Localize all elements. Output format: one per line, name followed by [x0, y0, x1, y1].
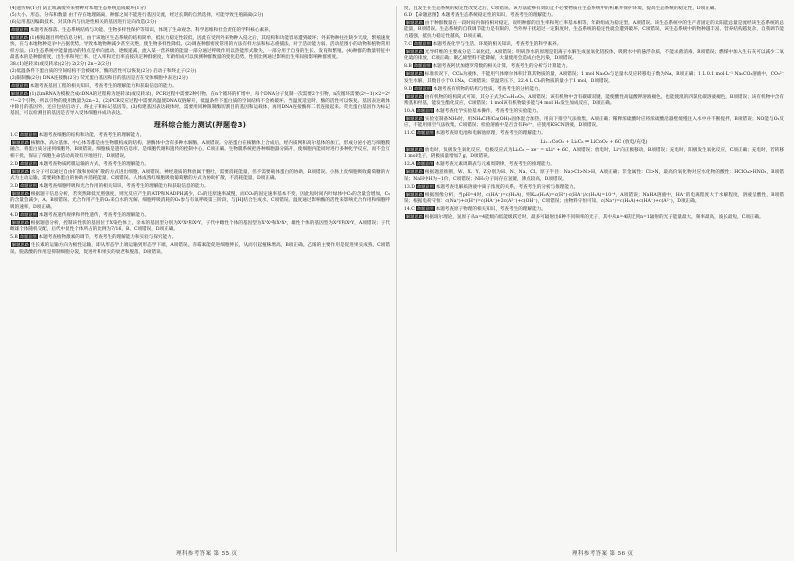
- item-number: 11.C: [404, 131, 415, 137]
- item-text: 本题考查原电池和电解池原理，考查考生的理解能力。: [435, 131, 546, 137]
- answer-item: [404, 108, 784, 115]
- paragraph: 38.(1)逆转录(或反转录)(2分) 2(2分) 2n−2(2分): [10, 62, 112, 68]
- page-divider: [396, 6, 397, 552]
- analysis-block: [10, 35, 390, 62]
- paragraph: (2)低温条件下蛋白质的空间结构不会被破坏，酶的活性可以恢复(2分) 启动子和终止子(2分): [10, 69, 197, 75]
- item-text: 本题考查原子物理的相关知识，考查考生的理解能力。: [435, 207, 546, 213]
- answer-text: 本题考查群落、生态系统结构与功能、生物多样性保护等知识，体现了生命观念、科学思维和社会责任的学科核心素养。: [29, 28, 274, 33]
- right-answer-items-after-formula: [404, 147, 784, 222]
- item-text: 根据题意分析，控制该性状的基因位于X染色体上，亲本的基因型分别为XᴬXᵃ和XᵃY，子代中雌性个体的基因型为XᴬXᵃ和XᵃXᵃ，雄性个体的基因型为XᴬY和XᵃY，A项错误；子代雌雄个体随机交配，后代中显性个体所占的比例为7/16，B、C项错误，D项正确。: [10, 220, 390, 233]
- analysis-text: (1)根据题目所给信息分析，由于该地区生态系统的结构简单，抵抗力稳定性较低，因此在受到外来物种入侵之后，其结构和功能容易遭到破坏；外来物种往往缺少天敌，繁殖速度快，在与本地物种竞争中占据优势，导致本地物种减少甚至灭绝，使生物多样性降低。(2)调查种群密度常用的方法有样方法和标志重捕法，对于活动能力弱、活动范围小的动物和植物常用样方法。(3)生态系统中能量流动的特点是单向流动、逐级递减，流入某一营养级的能量一部分通过呼吸作用以热能形式散失，一部分用于自身的生长、发育和繁殖。(4)种群的数量特征中最基本的是种群密度，出生率和死亡率、迁入率和迁出率直接决定种群密度，年龄组成可以预测种群数量的变化趋势，性别比例通过影响出生率间接影响种群密度。: [10, 36, 390, 61]
- item-text: 由于种群数量在一段时间内保持相对稳定，说明种群的出生率和死亡率基本相等，年龄组成为稳定型，A项错误。该生态系统中的生产者固定的太阳能总量是流经该生态系统的总能量，B项错误。生态系统的自我调节能力是有限的，当外界干扰超过一定限度时，生态系统的稳定性就会遭到破坏，C项错误。该生态系统中的物种越丰富，营养结构越复杂，自我调节能力越强，抵抗力稳定性越高，D项正确。: [404, 21, 784, 39]
- item-text: 本题考查植物激素的调节，考查考生的理解能力和实验与探究能力。: [38, 235, 177, 241]
- item-text: 根据题意推断，W、X、Y、Z分别为H、N、Na、Cl。原子半径：Na>Cl>N>H，A项正确；非金属性：Cl>N，最高价氧化物对应水化物的酸性：HClO₄>HNO₃，B项错误；NaH中H为−1价，C项错误；NH₃分子间存在氢键，沸点较高，D项错误。: [404, 170, 784, 182]
- item-tag: 解题思路: [12, 242, 29, 248]
- item-tag: 命题意图: [417, 183, 434, 189]
- answer-item: [404, 147, 784, 161]
- item-tag: 命题意图: [20, 160, 37, 166]
- item-text: 核糖体、高尔基体、中心体等都是由生物膜构成的结构，溶酶体中含有多种水解酶，A项错误。分泌蛋白在核糖体上合成后，经内质网和高尔基体的加工，形成分泌小泡与细胞膜融合，将蛋白质分泌到细胞外，B项错误。细胞核是遗传信息库，是细胞代谢和遗传的控制中心，C项正确。生物膜系统把各种细胞器分隔开，使细胞内能同时进行多种化学反应，而不会互相干扰，保证了细胞生命活动高效有序地进行，D项错误。: [10, 140, 390, 159]
- item-tag: 解题思路: [406, 20, 423, 25]
- item-tag: 解题思路: [406, 169, 423, 175]
- analysis-text: (1)以mRNA为模板合成cDNA的过程称为逆转录(或反转录)，PCR过程中需要2种引物，在n个循环的扩增中，每个DNA分子复制一次需要2个引物，n次循环需要(2ⁿ−1)×2=2ⁿ⁺¹−2个引物，所以引物的使用数量为2n−2。(2)PCR反应过程中需要高温使DNA双链解开，低温条件下蛋白质的空间结构不会被破坏，当温度适宜时，酶的活性可以恢复。基因表达载体中除目的基因外，还应包括启动子、终止子和标记基因等。(3)构建基因表达载体时，需要用同种限制酶切割目的基因和运载体，再用DNA连接酶将二者连接起来。荧光蛋白基因作为标记基因，可以检测目的基因是否导入受体细胞并成功表达。: [10, 92, 390, 117]
- item-number: 13.D: [404, 184, 415, 190]
- answer-item: [404, 169, 784, 183]
- item-number: 1.C: [10, 132, 18, 138]
- item-text: 本题考查阿伏加德罗常数的相关计算，考查考生的分析与计算能力。: [432, 64, 571, 70]
- item-text: 本题考查化学与生活、环境的相关知识，考查考生的科学素养。: [432, 41, 562, 47]
- item-number: 7.C: [404, 41, 412, 47]
- item-tag: 命题意图: [416, 161, 434, 167]
- item-text: 生长素的运输方向为极性运输，即从形态学上端运输到形态学下端，A项错误。赤霉素能促进细胞伸长，从而引起植株增高，B项正确。乙烯的主要作用是促进果实成熟，C项错误。脱落酸的作用是抑制细胞分裂，促进叶和果实的衰老和脱落，D项错误。: [10, 243, 390, 255]
- item-number: 14.C: [404, 207, 415, 213]
- answer-item: [404, 116, 784, 130]
- item-number: 12.A: [404, 162, 415, 168]
- item-text: 水分子可以通过自由扩散和协助扩散的方式进出细胞，A项错误。神经递质的释放属于胞吐，需要消耗能量，但不需要载体蛋白的协助，B项错误。小肠上皮细胞吸收葡萄糖的方式为主动运输，需要载体蛋白的协助并消耗能量，C项错误。人体成熟红细胞吸收葡萄糖的方式为协助扩散，不消耗能量，D项正确。: [10, 169, 390, 182]
- item-tag: 解题思路: [406, 146, 423, 152]
- answer-item: [404, 63, 784, 70]
- paragraph: (5)大小、形态、分布和数量 由于存在地理隔离，种群之间不能进行基因交流，经过长期的自然选择，可能导致生殖隔离(2分): [10, 13, 264, 18]
- answer-item: [10, 169, 390, 183]
- item-tag: 命题意图: [20, 211, 37, 217]
- analysis-tag: 解题思路: [11, 91, 28, 97]
- item-tag: 解题思路: [12, 168, 29, 174]
- item-text: 实验室制备NH₃时，用NH₄Cl和Ca(OH)₂固体混合加热，用向下排空气法收集，A项正确；稀释浓硫酸时应将浓硫酸沿器壁缓慢注入水中并不断搅拌，B项错误；NO能与O₂反应，不能用排空气法收集，C项错误；检验溶液中是否含有Fe³⁺，应使用KSCN溶液，D项错误。: [404, 117, 784, 129]
- item-number: 5.B: [10, 235, 18, 241]
- answer-item: [10, 161, 390, 168]
- answer-item: [404, 184, 784, 191]
- item-tag: 命题意图: [416, 130, 434, 136]
- answer-item: [10, 242, 390, 256]
- item-number: 8.B: [404, 64, 412, 70]
- answer-item: [404, 206, 784, 213]
- item-text: 根据图像分析，当pH=4时，c(HA⁻)=c(H₂A)，则Kₐ₁(H₂A)=c(H⁺)·c(HA⁻)/c(H₂A)=10⁻⁴，A项错误；NaHA溶液中，HA⁻的电离程度大于水解程度，溶液呈酸性，B项错误；根据电荷守恒：c(Na⁺)+c(H⁺)=c(HA⁻)+2c(A²⁻)+c(OH⁻)，C项错误；由物料守恒可知，c(Na⁺)=c(H₂A)+c(HA⁻)+c(A²⁻)，D项正确。: [404, 192, 784, 205]
- item-tag: 命题意图: [20, 183, 37, 189]
- item-text: 光导纤维的主要成分是二氧化硅，A项错误；明矾净水的原理是铝离子水解生成氢氧化铝胶体，吸附水中的悬浮杂质，不能杀菌消毒，B项错误；燃煤中加入生石灰可以减少二氧化硫的排放，C项正确；聚乙烯塑料不能降解，大量使用会造成白色污染，D项错误。: [404, 49, 784, 62]
- item-text: 本题考查化学实验基本操作，考查考生的实验能力。: [435, 109, 542, 115]
- answer-item: [10, 191, 390, 211]
- answer-item: [10, 183, 390, 190]
- answer-item: [10, 132, 390, 139]
- item-text: 根据题干信息分析，若突然降低光照强度，则光反应产生的ATP和NADPH减少，C₃的还原速率减慢，而CO₂的固定速率基本不变，因此短时间内叶绿体中C₃的含量会增加，C₅的含量会减少，A、B项错误。光合作用产生的O₂来自水的光解，细胞呼吸消耗的O₂参与有氧呼吸第三阶段，与[H]结合生成水，C项错误。温度通过影响酶的活性来影响光合作用和细胞呼吸的速率，D项正确。: [10, 192, 390, 210]
- right-answer-items: [404, 20, 784, 138]
- item-text: 根据玻尔理论，氢原子从n=4能级向低能级跃迁时，最多可辐射出6种不同频率的光子，其中从n=4跃迁到n=1辐射的光子能量最大，频率最高，波长最短，C项正确。: [424, 215, 764, 221]
- paragraph: (4)遗传病(1分) 防止或减缓外来物种对本地生态系统造成破坏(1分): [10, 6, 146, 11]
- item-tag: 命题意图: [413, 40, 431, 46]
- paragraph: 度，且发生在生态系统的稳定性改变之后，C项错误。该方法能够有效防止不必要物质在生态系统中的积累并保护环境，提高生态系统的稳定性，D项正确。: [404, 6, 719, 11]
- item-tag: 命题意图: [416, 206, 434, 212]
- q38-answer: [10, 62, 390, 82]
- item-tag: 解题思路: [406, 48, 423, 54]
- item-number: 3.D: [10, 184, 19, 190]
- item-tag: 解题思路: [12, 139, 29, 145]
- left-top-paragraphs: [10, 6, 390, 26]
- item-text: 本题考查元素周期表与元素周期律，考查考生的推理能力。: [435, 162, 555, 168]
- answer-item: [404, 161, 784, 168]
- item-tag: 解题思路: [12, 191, 29, 197]
- item-tag: 解题思路: [406, 71, 423, 77]
- answer-block: [10, 83, 390, 90]
- item-text: 本题考查细胞的结构和功能，考查考生的理解能力。: [38, 132, 145, 138]
- item-tag: 命题意图: [414, 85, 431, 91]
- item-text: 本题考查有机物的结构与性质，考查考生的分析能力。: [432, 86, 544, 92]
- answer-item: [10, 234, 390, 241]
- right-top-paragraphs: [404, 6, 784, 19]
- answer-item: [404, 214, 784, 221]
- right-page: [404, 6, 784, 546]
- answer-item: [10, 212, 390, 219]
- answer-item: [404, 20, 784, 40]
- answer-item: [404, 94, 784, 108]
- item-number: 2.D: [10, 161, 19, 167]
- item-number: 4.D: [10, 212, 19, 218]
- answer-item: [404, 86, 784, 93]
- left-answer-items: [10, 132, 390, 256]
- item-text: 由有机物的结构简式可知，其分子式为C₁₀H₁₂O₃，A项错误；该有机物中含有碳碳双键，能使酸性高锰酸钾溶液褪色，也能使溴的四氯化碳溶液褪色，B项错误；该有机物中含有羧基和羟基，能发生酯化反应，C项错误；1 mol该有机物最多能与4 mol H₂发生加成反应，D项正确。: [404, 94, 784, 107]
- answer-item: [404, 49, 784, 63]
- paragraph: 6.D 【命题意图】本题考查生态系统稳定性的知识，考查考生的理解能力。: [404, 13, 556, 18]
- paragraph: (6)运用基因编辑技术，对其体内与抗逆性相关的基因进行定向改造(2分): [10, 20, 157, 25]
- item-number: 9.D: [404, 86, 413, 92]
- item-number: 10.A: [404, 109, 415, 115]
- answer-item: [404, 192, 784, 206]
- item-tag: 解题思路: [406, 214, 423, 220]
- item-text: 本题考查电解质溶液中离子浓度的关系，考查考生的分析与推理能力。: [435, 184, 579, 190]
- item-tag: 解题思路: [406, 93, 423, 99]
- section-title: 理科综合能力测试(押题卷3): [153, 120, 247, 129]
- answer-tag: 命题意图: [11, 27, 28, 32]
- item-text: 标准状况下，CCl₄为液体，不能用气体摩尔体积计算其物质的量，A项错误；1 mol Na₂O₂与足量水反应转移电子数为Nᴀ，B项正确；1 L 0.1 mol·L⁻¹ Na₂CO₃溶液中，CO₃²⁻发生水解，其数目小于0.1Nᴀ，C项错误；常温常压下，22.4 L Cl₂的物质的量小于1 mol，D项错误。: [404, 72, 784, 84]
- item-tag: 解题思路: [12, 219, 29, 225]
- item-tag: 命题意图: [416, 108, 434, 114]
- item-tag: 命题意图: [413, 63, 431, 69]
- paragraph: (3)限制酶(2分) DNA连接酶(2分) 荧光蛋白基因和目的基因是否在受体细胞中表达(2分): [10, 76, 188, 82]
- answer-item: [10, 140, 390, 160]
- item-tag: 命题意图: [19, 131, 37, 137]
- left-page: [10, 6, 390, 546]
- item-text: 本题考查遗传规律和伴性遗传，考查考生的理解能力。: [38, 212, 150, 218]
- answer-item: [404, 41, 784, 48]
- answer-item: [404, 71, 784, 85]
- item-tag: 命题意图: [19, 234, 37, 240]
- formula-line: Li₁₋ₓCoO₂ + LiₓC₆ ⇌ LiCoO₂ + 6C (放电/充电): [540, 139, 648, 145]
- item-tag: 解题思路: [406, 116, 423, 122]
- page-footer-left: 理科参考答案 第 55 页: [176, 551, 238, 557]
- analysis-tag: 解题思路: [11, 35, 28, 40]
- answer-item: [404, 130, 784, 137]
- answer-tag: 命题意图: [11, 83, 28, 89]
- answer-item: [10, 220, 390, 234]
- item-text: 本题考查细胞呼吸和光合作用的相关知识，考查考生的理解能力和获取信息的能力。: [38, 184, 209, 190]
- page-footer-right: 理科参考答案 第 56 页: [572, 551, 634, 557]
- answer-text: 本题考查基因工程的相关知识，考查考生的理解能力和获取信息的能力。: [29, 84, 177, 90]
- answer-block: [10, 27, 390, 34]
- item-text: 放电时，负极发生氧化反应，电极反应式为LiₓC₆ − xe⁻ = xLi⁺ + 6C，A项错误；放电时，Li⁺向正极移动，B项错误；充电时，阳极发生氧化反应，C项正确；充电时，若转移1 mol电子，阴极质量增加7 g，D项错误。: [404, 147, 784, 160]
- analysis-block: [10, 91, 390, 118]
- item-text: 本题考查物质跨膜运输的方式，考查考生的理解能力。: [38, 161, 150, 167]
- item-tag: 解题思路: [406, 191, 423, 197]
